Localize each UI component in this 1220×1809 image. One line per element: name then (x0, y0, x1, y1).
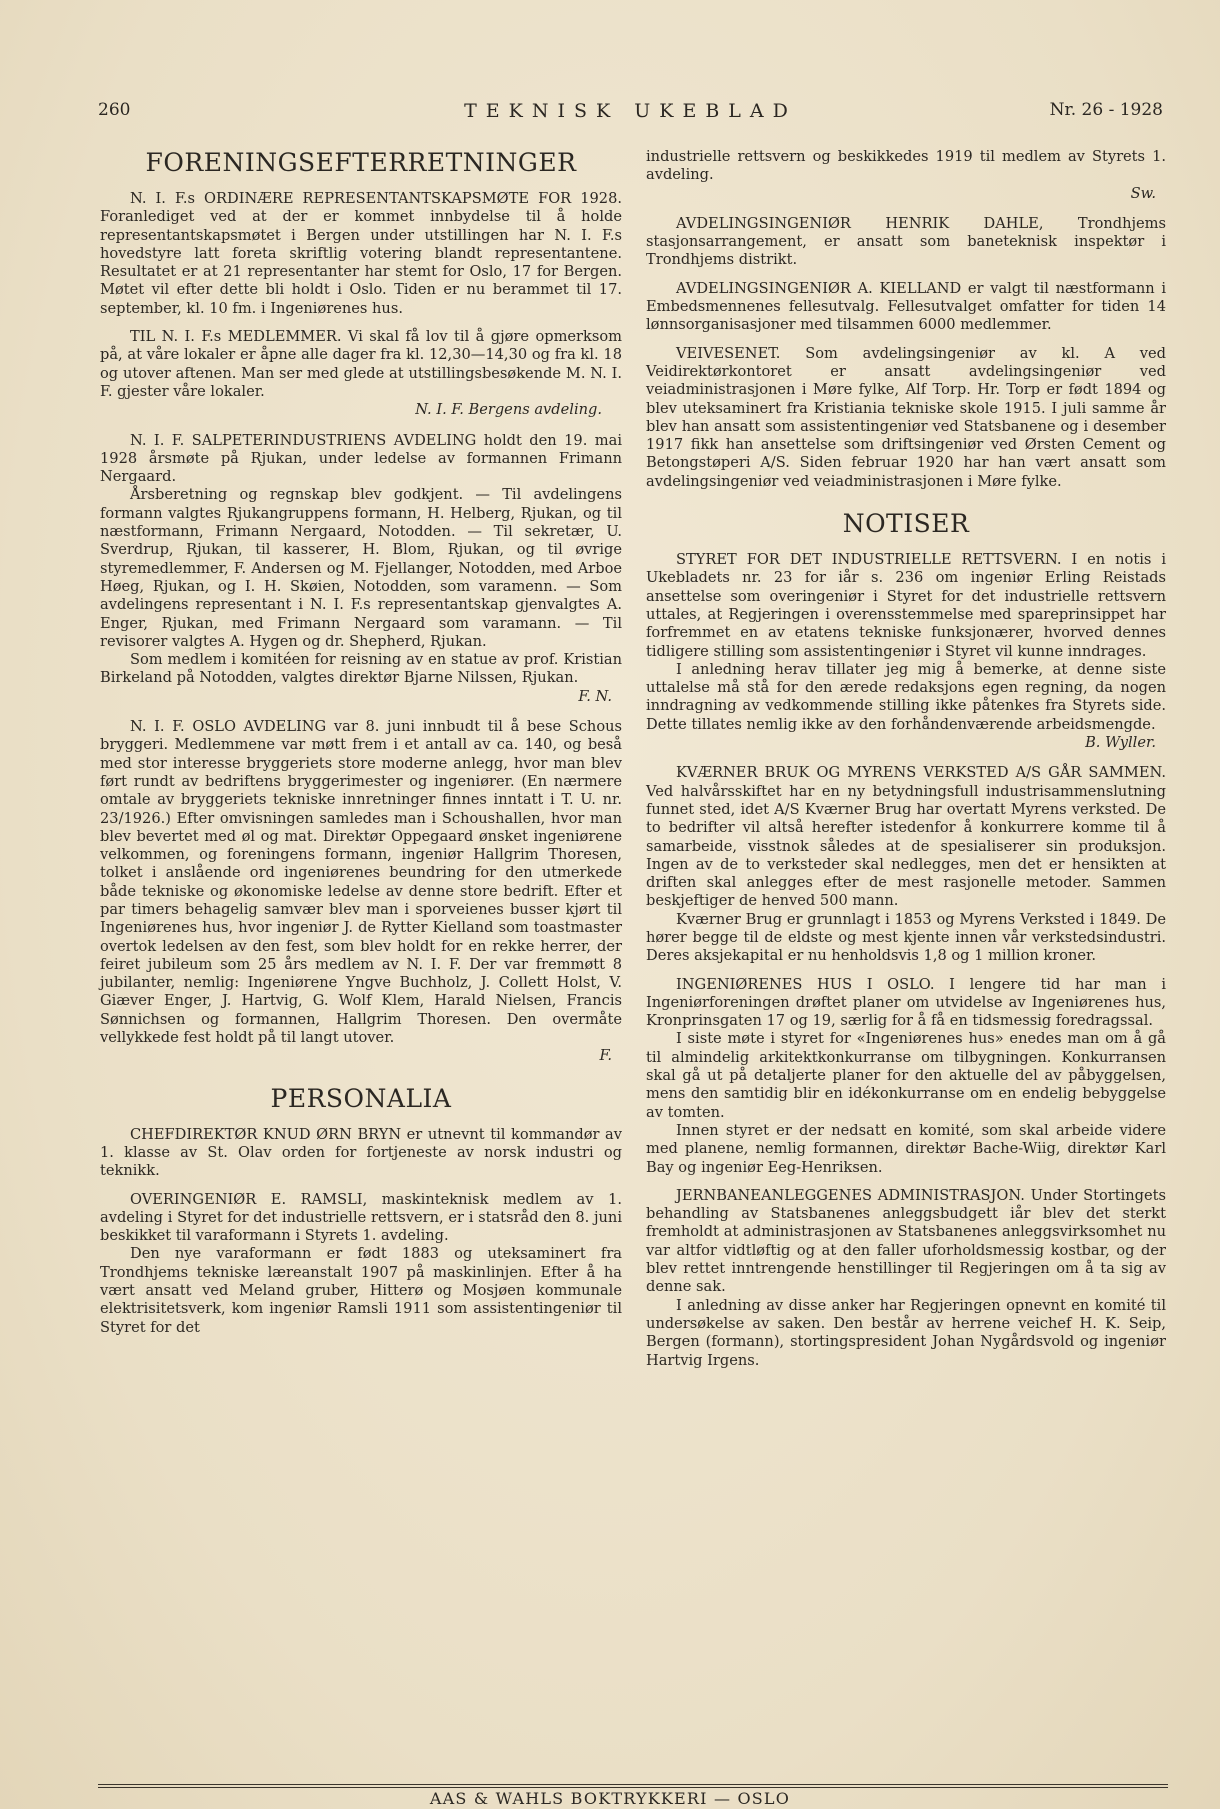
right-column (646, 148, 1166, 1370)
article-paragraph: N. I. F. OSLO AVDELING var 8. juni innbudt til å bese Schous bryggeri. Medlemmene var møtt frem i et antall av ca. 140, og beså med stor interesse bryggeriets store moderne anlegg, hvor man blev ført rundt av bedriftens bryggerimester og ingeniører. (En nærmere omtale av bryggeriets tekniske innretninger finnes inntatt i T. U. nr. 23/1926.) Efter omvisningen samledes man i Schoushallen, hvor man blev bevertet med øl og mat. Direktør Oppegaard ønsket ingeniørene velkommen, og foreningens formann, ingeniør Hallgrim Thoresen, tolket i anslående ord ingeniørenes beundring for den utmerkede både tekniske og økonomiske ledelse av denne store bedrift. Efter et par timers behagelig samvær blev man i sporveienes busser kjørt til Ingeniørenes hus, hvor ingeniør J. de Rytter Kielland som toastmaster overtok ledelsen av den fest, som blev holdt for en rekke herrer, der feiret jubileum som 25 års medlem av N. I. F. Der var fremmøtt 8 jubilanter, nemlig: Ingeniørene Yngve Buchholz, J. Collett Holst, V. Giæver Enger, J. Hartvig, G. Wolf Klem, Harald Nielsen, Francis Sønnichsen og formannen, Hallgrim Thoresen. Den overmåte vellykkede fest holdt på til langt utover. (100, 718, 622, 1047)
article-paragraph: I anledning av disse anker har Regjeringen opnevnt en komité til undersøkelse av saken. Den består av herrene veichef H. K. Seip, Bergen (formann), stortingspresident Johan Nygårdsvold og ingeniør Hartvig Irgens. (646, 1296, 1166, 1369)
article-paragraph: Den nye varaformann er født 1883 og uteksaminert fra Trondhjems tekniske læreanstalt 1907 på maskinlinjen. Efter å ha vært ansatt ved Meland gruber, Hitterø og Mosjøen kommunale elektrisitetsverk, kom ingeniør Ramsli 1911 som assistentingeniør til Styret for det (100, 1245, 622, 1336)
article-paragraph: Innen styret er der nedsatt en komité, som skal arbeide videre med planene, nemlig formannen, direktør Bache-Wiig, direktør Karl Bay og ingeniør Eeg-Henriksen. (646, 1121, 1166, 1176)
printer-imprint: AAS & WAHLS BOKTRYKKERI — OSLO (429, 1789, 791, 1808)
article-signature: N. I. F. Bergens avdeling. (415, 401, 602, 419)
article-paragraph: KVÆRNER BRUK OG MYRENS VERKSTED A/S GÅR SAMMEN. Ved halvårsskiftet har en ny betydningsfull industrisammenslutning funnet sted, idet A/S Kværner Brug har overtatt Myrens verksted. De to bedrifter vil altså herefter istedenfor å konkurrere komme til å samarbeide, visstnok således at de spesialiserer sin produksjon. Ingen av de to verksteder skal nedlegges, men det er hensikten at driften skal anlegges efter de mest rasjonelle metoder. Sammen beskjeftiger de henved 500 mann. (646, 764, 1166, 910)
article-paragraph: I anledning herav tillater jeg mig å bemerke, at denne siste uttalelse må stå for den ærede redaksjons egen regning, da nogen inndragning av vedkommende stilling ikke påtenkes fra Styrets side. Dette tillates nemlig ikke av den forhåndenværende arbeidsmengde. (646, 660, 1166, 733)
left-column (100, 148, 622, 1337)
article-paragraph: VEIVESENET. Som avdelingsingeniør av kl. A ved Veidirektørkontoret er ansatt avdelingsingeniør ved veiadministrasjonen i Møre fylke, Alf Torp. Hr. Torp er født 1894 og blev uteksaminert fra Kristiania tekniske skole 1915. I juli samme år blev han ansatt som assistentingeniør ved Statsbanene og i desember 1917 fikk han ansettelse som driftsingeniør ved Ørsten Cement og Betongstøperi A/S. Siden februar 1920 har han vært ansatt som avdelingsingeniør ved veiadministrasjonen i Møre fylke. (646, 344, 1166, 490)
section-heading-foreningsefterretninger: FORENINGSEFTERRETNINGER (145, 148, 577, 177)
article-paragraph: CHEFDIREKTØR KNUD ØRN BRYN er utnevnt til kommandør av 1. klasse av St. Olav orden for fortjeneste av norsk industri og teknikk. (100, 1125, 622, 1180)
footer-rule (98, 1784, 1168, 1785)
article-signature: F. (599, 1047, 612, 1065)
article-paragraph: I siste møte i styret for «Ingeniørenes hus» enedes man om å gå til almindelig arkitektkonkurranse om tilbygningen. Konkurransen skal gå ut på detaljerte planer for den aktuelle del av påbyggelsen, mens den samtidig blir en idékonkurranse om en endelig bebyggelse av tomten. (646, 1030, 1166, 1121)
article-paragraph: OVERINGENIØR E. RAMSLI, maskinteknisk medlem av 1. avdeling i Styret for det industrielle rettsvern, er i statsråd den 8. juni beskikket til varaformann i Styrets 1. avdeling. (100, 1190, 622, 1245)
article-paragraph: N. I. F.s ORDINÆRE REPRESENTANTSKAPSMØTE FOR 1928. Foranlediget ved at der er kommet innbydelse til å holde representantskapsmøtet i Bergen under utstillingen har N. I. F.s hovedstyre latt foreta skriftlig votering blandt representantene. Resultatet er at 21 representanter har stemt for Oslo, 17 for Bergen. Møtet vil efter dette bli holdt i Oslo. Tiden er nu berammet til 17. september, kl. 10 fm. i Ingeniørenes hus. (100, 190, 622, 317)
article-paragraph: STYRET FOR DET INDUSTRIELLE RETTSVERN. I en notis i Ukebladets nr. 23 for iår s. 236 om ingeniør Erling Reistads ansettelse som overingeniør i Styret for det industrielle rettsvern uttales, at Regjeringen i overensstemmelse med spareprinsippet har forfremmet en av etatens tekniske funksjonærer, hvorved dennes tidligere stilling som assistentingeniør i Styret vil kunne inndrages. (646, 551, 1166, 660)
article-paragraph: Årsberetning og regnskap blev godkjent. — Til avdelingens formann valgtes Rjukangruppens formann, H. Helberg, Rjukan, og til næstformann, Frimann Nergaard, Notodden. — Til sekretær, U. Sverdrup, Rjukan, til kasserer, H. Blom, Rjukan, og til øvrige styremedlemmer, F. Andersen og M. Fjellanger, Notodden, med Arboe Høeg, Rjukan, og I. H. Skøien, Notodden, som varamenn. — Som avdelingens representant i N. I. F.s representantskap gjenvalgtes A. Enger, Rjukan, med Frimann Nergaard som varamann. — Til revisorer valgtes A. Hygen og dr. Shepherd, Rjukan. (100, 486, 622, 650)
article-paragraph: TIL N. I. F.s MEDLEMMER. Vi skal få lov til å gjøre opmerksom på, at våre lokaler er åpne alle dager fra kl. 12,30—14,30 og fra kl. 18 og utover aftenen. Man ser med glede at utstillingsbesøkende M. N. I. F. gjester våre lokaler. (100, 328, 622, 400)
section-heading-personalia: PERSONALIA (270, 1083, 452, 1113)
page-number: 260 (98, 100, 131, 120)
article-paragraph: N. I. F. SALPETERINDUSTRIENS AVDELING holdt den 19. mai 1928 årsmøte på Rjukan, under ledelse av formannen Frimann Nergaard. (100, 431, 622, 486)
article-signature: F. N. (578, 687, 612, 705)
article-paragraph: Kværner Brug er grunnlagt i 1853 og Myrens Verksted i 1849. De hører begge til de eldste og mest kjente innen vår verkstedsindustri. Deres aksjekapital er nu henholdsvis 1,8 og 1 million kroner. (646, 910, 1166, 965)
article-paragraph: JERNBANEANLEGGENES ADMINISTRASJON. Under Stortingets behandling av Statsbanenes anleggsbudgett iår blev det sterkt fremholdt at administrasjonen av Statsbanenes anleggsvirksomhet nu var altfor vidtløftig og at den faller uforholdsmessig kostbar, og der blev rettet inntrengende henstillinger til Regjeringen om å ta sig av denne sak. (646, 1186, 1166, 1296)
article-paragraph: AVDELINGSINGENIØR A. KIELLAND er valgt til næstformann i Embedsmennenes fellesutvalg. Fellesutvalget omfatter for tiden 14 lønnsorganisasjoner med tilsammen 6000 medlemmer. (646, 279, 1166, 334)
running-header (98, 100, 1163, 130)
article-signature: B. Wyller. (1085, 734, 1156, 752)
article-paragraph: INGENIØRENES HUS I OSLO. I lengere tid har man i Ingeniørforeningen drøftet planer om utvidelse av Ingeniørenes hus, Kronprinsgaten 17 og 19, særlig for å få en tidsmessig foredragssal. (646, 975, 1166, 1030)
article-paragraph: industrielle rettsvern og beskikkedes 1919 til medlem av Styrets 1. avdeling. (646, 148, 1166, 184)
article-signature: Sw. (1130, 184, 1156, 202)
section-heading-notiser: NOTISER (842, 509, 970, 539)
article-paragraph: Som medlem i komitéen for reisning av en statue av prof. Kristian Birkeland på Notodden, valgtes direktør Bjarne Nilssen, Rjukan. (100, 651, 622, 687)
journal-title: TEKNISK UKEBLAD (464, 100, 797, 122)
article-paragraph: AVDELINGSINGENIØR HENRIK DAHLE, Trondhjems stasjonsarrangement, er ansatt som baneteknisk inspektør i Trondhjems distrikt. (646, 214, 1166, 269)
issue-label: Nr. 26 - 1928 (1049, 100, 1163, 120)
